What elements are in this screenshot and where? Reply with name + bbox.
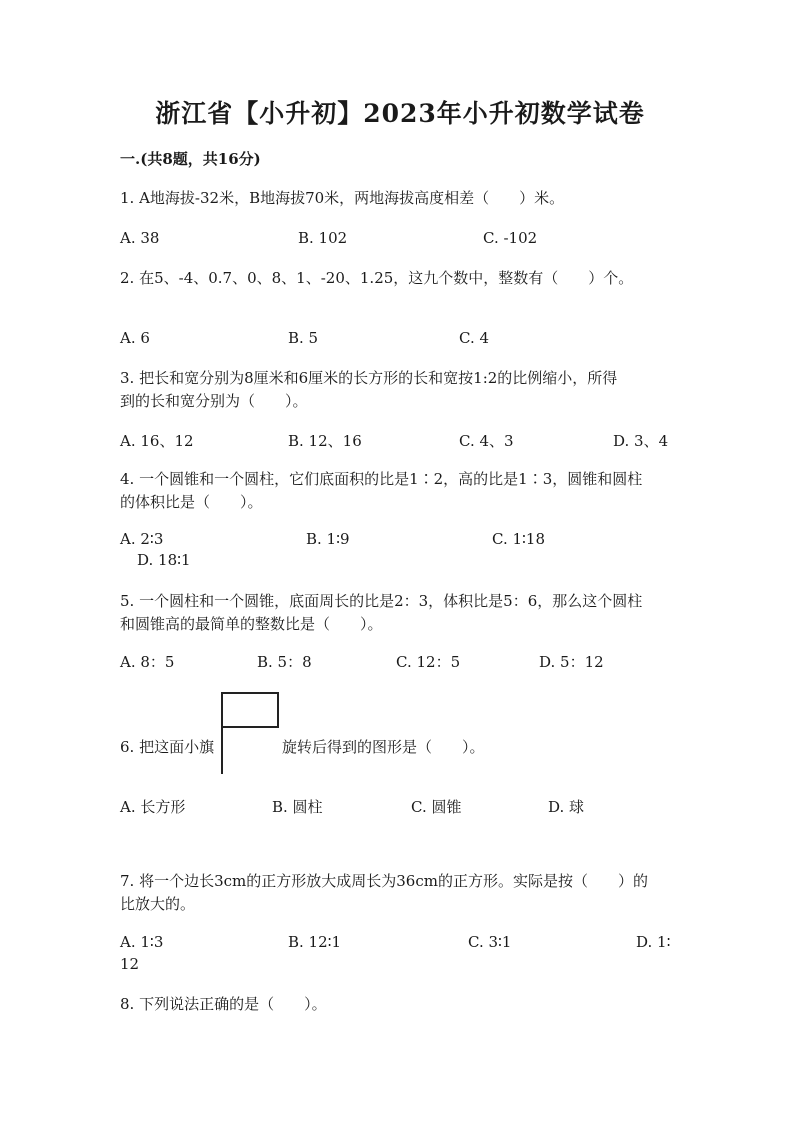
question-6-option-b: B. 圆柱 <box>272 798 323 816</box>
question-6-stem-after: 旋转后得到的图形是（ ）。 <box>282 738 485 756</box>
question-2-stem: 2. 在5、-4、0.7、0、8、1、-20、1.25，这九个数中，整数有（ ）个。 <box>120 269 634 287</box>
question-5-stem-line-2: 和圆锥高的最简单的整数比是（ ）。 <box>120 615 383 633</box>
question-3-option-a: A. 16、12 <box>120 432 194 450</box>
question-1-option-a: A. 38 <box>120 229 160 247</box>
question-3-option-d: D. 3、4 <box>613 432 669 450</box>
question-7-option-a: A. 1∶3 <box>120 933 164 951</box>
question-4-option-b: B. 1∶9 <box>306 530 350 548</box>
question-4-option-d: D. 18∶1 <box>137 551 191 569</box>
question-5-option-b: B. 5：8 <box>257 653 312 671</box>
question-7-option-d: D. 1∶ <box>636 933 671 951</box>
question-5-option-d: D. 5：12 <box>539 653 604 671</box>
page-title: 浙江省【小升初】2023年小升初数学试卷 <box>155 99 645 128</box>
question-5-option-c: C. 12：5 <box>396 653 461 671</box>
question-4-option-a: A. 2∶3 <box>120 530 164 548</box>
question-6-option-a: A. 长方形 <box>120 798 186 816</box>
question-6-stem-before: 6. 把这面小旗 <box>120 738 215 756</box>
question-6-option-d: D. 球 <box>548 798 585 816</box>
flag-figure <box>220 692 280 774</box>
question-3-stem-line-1: 3. 把长和宽分别为8厘米和6厘米的长方形的长和宽按1:2的比例缩小，所得 <box>120 369 618 387</box>
question-6-option-c: C. 圆锥 <box>411 798 462 816</box>
question-2-option-b: B. 5 <box>288 329 319 347</box>
question-1-stem: 1. A地海拔-32米，B地海拔70米，两地海拔高度相差（ ）米。 <box>120 189 565 207</box>
question-7-option-d-continued: 12 <box>120 955 140 973</box>
question-5-stem-line-1: 5. 一个圆柱和一个圆锥，底面周长的比是2：3，体积比是5：6，那么这个圆柱 <box>120 592 643 610</box>
question-4-stem-line-1: 4. 一个圆锥和一个圆柱，它们底面积的比是1∶2，高的比是1∶3，圆锥和圆柱 <box>120 470 643 488</box>
question-7-stem-line-2: 比放大的。 <box>120 895 196 913</box>
question-3-option-b: B. 12、16 <box>288 432 362 450</box>
question-4-option-c: C. 1∶18 <box>492 530 546 548</box>
question-3-option-c: C. 4、3 <box>459 432 514 450</box>
question-7-option-b: B. 12∶1 <box>288 933 342 951</box>
question-2-option-a: A. 6 <box>120 329 150 347</box>
question-1-option-c: C. -102 <box>483 229 538 247</box>
question-4-stem-line-2: 的体积比是（ ）。 <box>120 493 263 511</box>
question-2-option-c: C. 4 <box>459 329 490 347</box>
question-1-option-b: B. 102 <box>298 229 348 247</box>
question-3-stem-line-2: 到的长和宽分别为（ ）。 <box>120 392 308 410</box>
question-7-stem-line-1: 7. 将一个边长3cm的正方形放大成周长为36cm的正方形。实际是按（ ）的 <box>120 872 648 890</box>
question-5-option-a: A. 8：5 <box>120 653 175 671</box>
question-8-stem: 8. 下列说法正确的是（ ）。 <box>120 995 327 1013</box>
question-7-option-c: C. 3∶1 <box>468 933 512 951</box>
section-heading: 一.(共8题，共16分) <box>120 150 261 168</box>
